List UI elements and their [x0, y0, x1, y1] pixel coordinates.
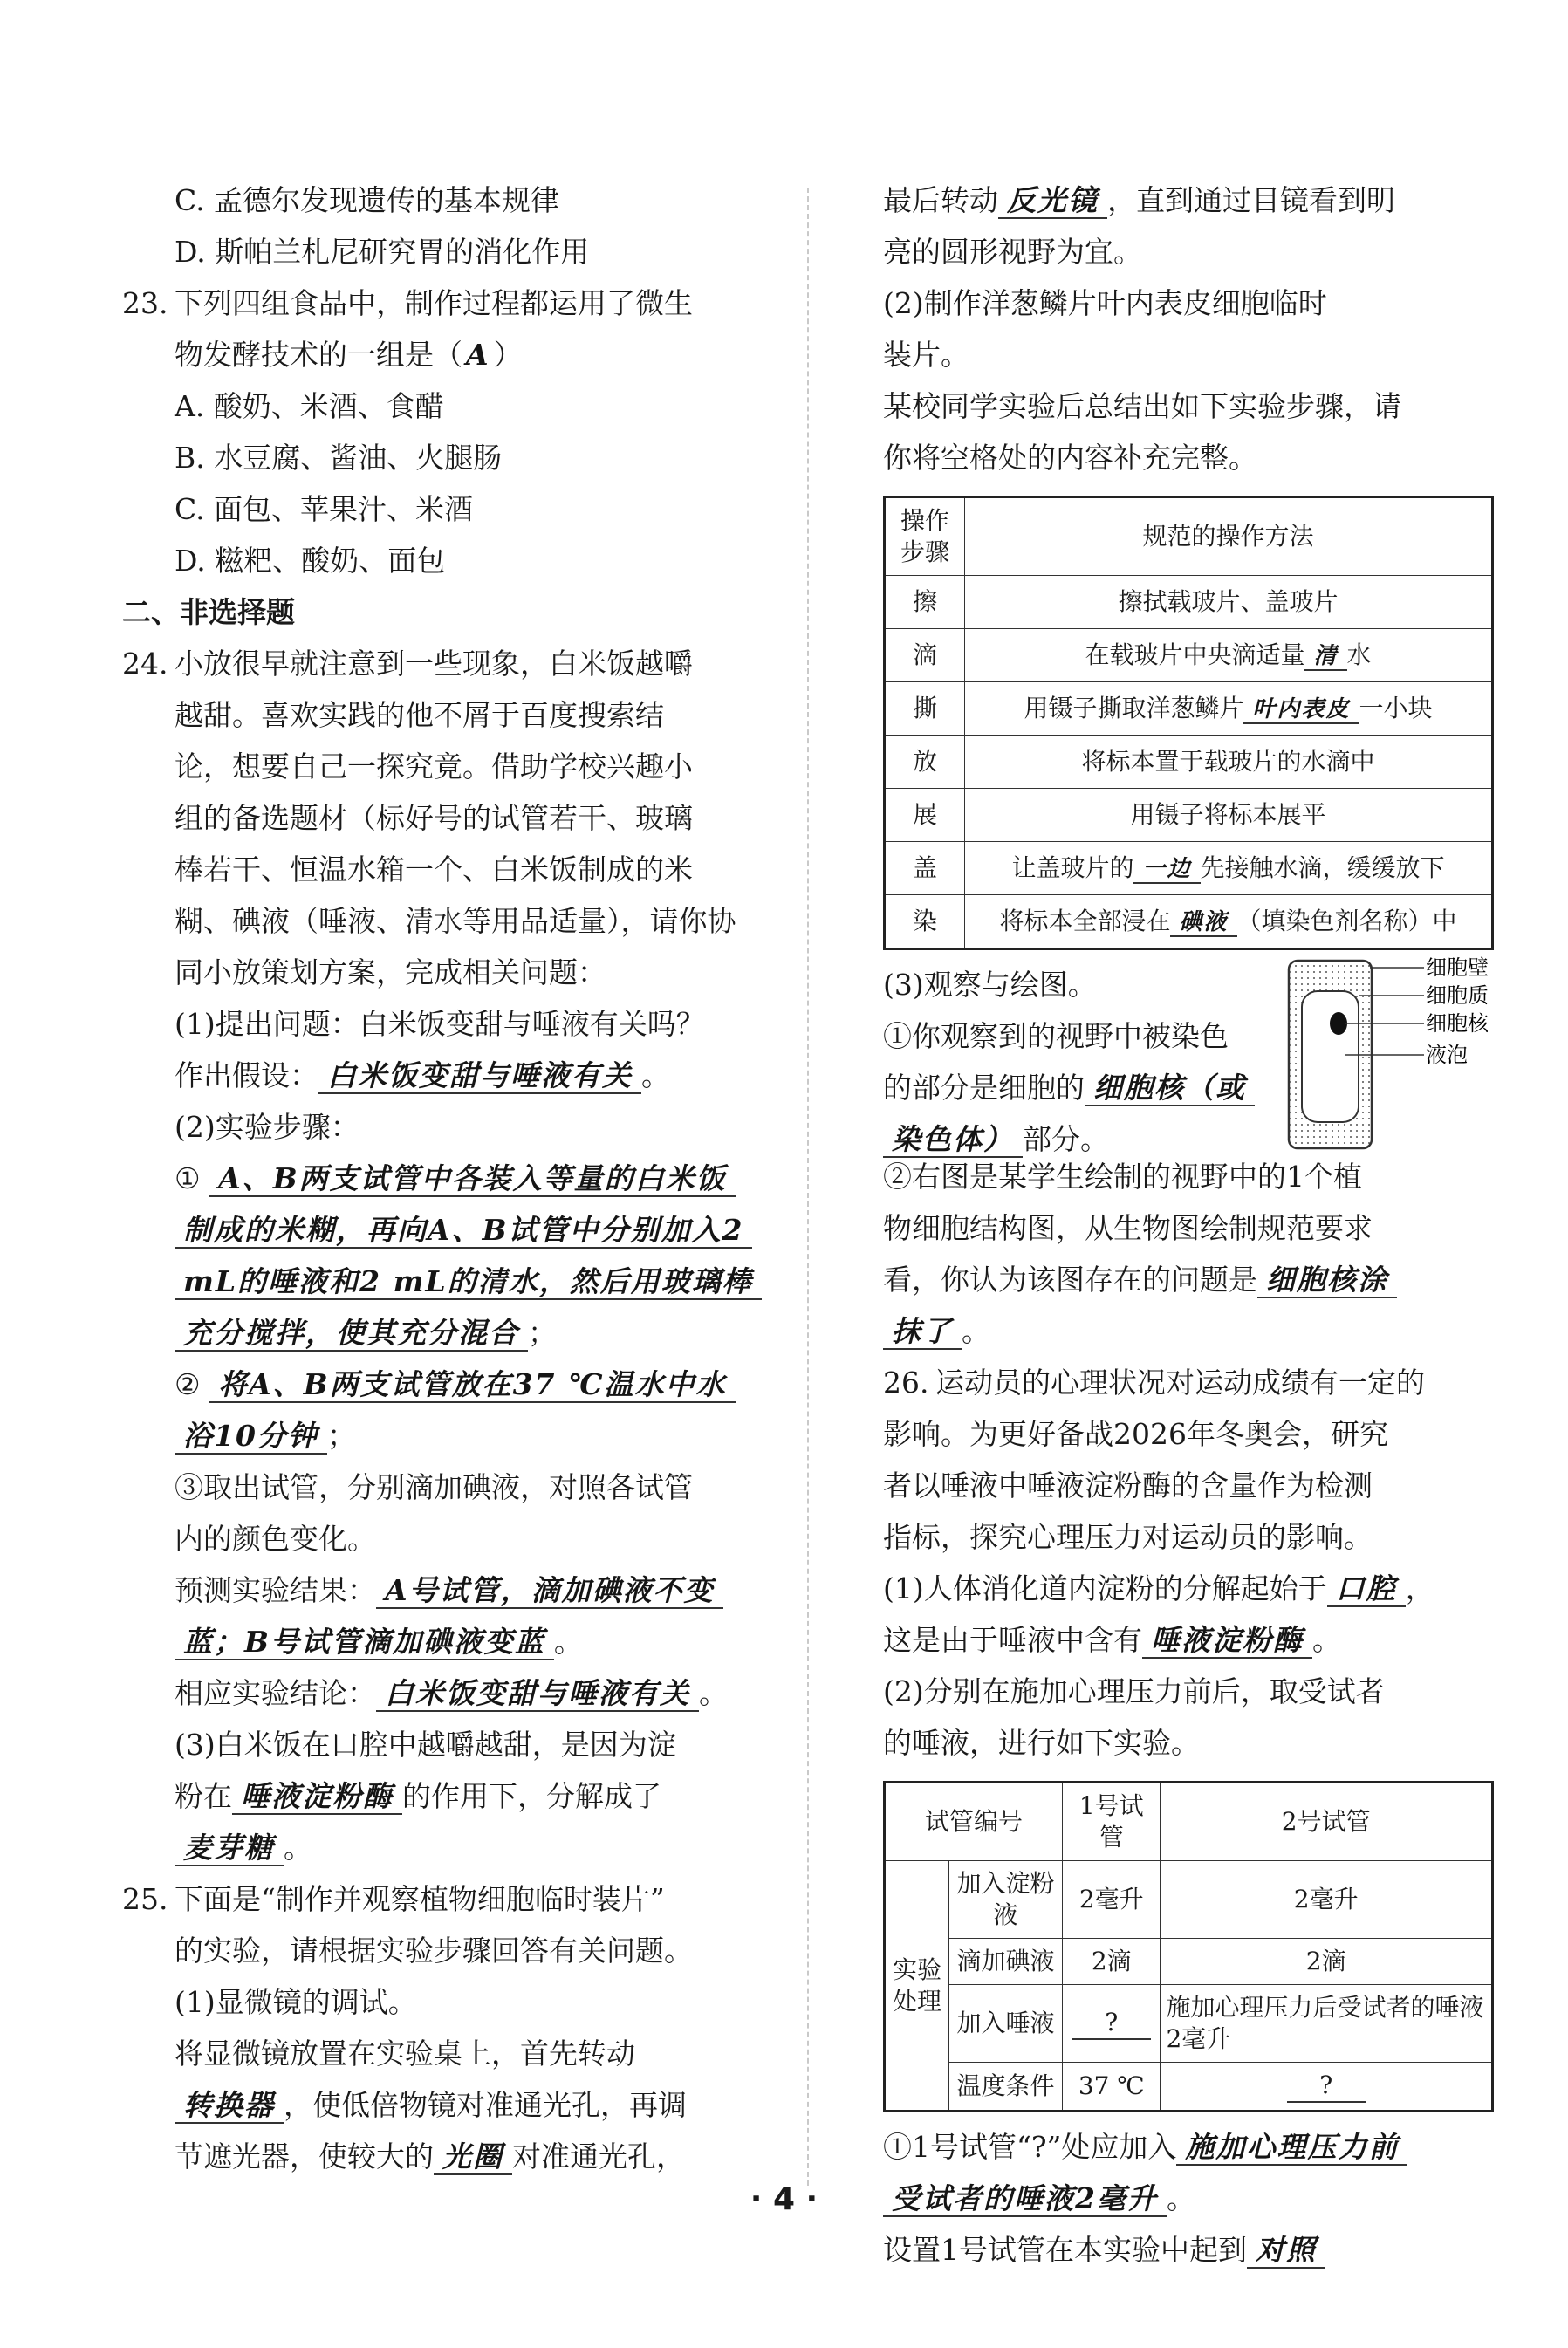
method-text: 将标本全部浸在 — [999, 906, 1171, 935]
q26-stem — [883, 1357, 1494, 1408]
tube2-value: 2毫升 — [1161, 1861, 1493, 1939]
q25-line2: 的实验，请根据实验步骤回答有关问题。 — [175, 1934, 693, 1968]
prediction-label: 预测实验结果： — [175, 1573, 376, 1607]
procedure-method — [965, 789, 1493, 842]
step1-answer-c: mL的唾液和2 mL的清水，然后用玻璃棒 — [175, 1264, 762, 1300]
part3-text-c: 的作用下，分解成了 — [402, 1779, 661, 1813]
procedure-method — [965, 842, 1493, 895]
q25-part1: (1)显微镜的调试。 — [175, 1985, 417, 2019]
step2-end: ； — [326, 1419, 356, 1453]
tube1-answer-a: 施加心理压力前 — [1176, 2130, 1407, 2166]
q24-hypothesis — [122, 1050, 772, 1101]
q24-part3-b — [122, 1770, 772, 1822]
p3-q2-a: ②右图是某学生绘制的视野中的1个植 — [883, 1160, 1362, 1194]
label-vacuole: 液泡 — [1426, 1043, 1468, 1067]
p3-q1-text: 的部分是细胞的 — [883, 1071, 1085, 1105]
q23-number: 23. — [122, 286, 168, 320]
stained-answer-b: 染色体） — [883, 1122, 1023, 1158]
tube2-value: 施加心理压力后受试者的唾液2毫升 — [1161, 1985, 1493, 2063]
q24-step2-a — [122, 1359, 772, 1410]
method-text: 用镊子撕取洋葱鳞片 — [1024, 693, 1244, 722]
q23-answer: A — [466, 338, 490, 372]
q25-part1-c — [122, 2131, 772, 2182]
tube1-answer-b: 受试者的唾液2毫升 — [883, 2181, 1167, 2217]
q24-line2: 越甜。喜欢实践的他不屑于百度搜索结 — [175, 698, 664, 732]
step1-end: ； — [528, 1316, 557, 1350]
r-line5: 某校同学实验后总结出如下实验步骤，请 — [883, 389, 1401, 423]
method-text: 在载玻片中央滴适量 — [1085, 640, 1305, 669]
q26-p1-text-b: 这是由于唾液中含有 — [883, 1623, 1142, 1657]
step1-answer-b: 制成的米糊，再向A、B试管中分别加入2 — [175, 1213, 752, 1249]
experiment-row — [885, 1985, 1493, 2063]
q24-step1-c — [122, 1256, 772, 1307]
tube1-value — [1063, 1985, 1161, 2063]
procedure-row — [885, 682, 1493, 736]
observation-block — [883, 955, 1494, 1156]
p3-heading: (3)观察与绘图。 — [883, 968, 1097, 1002]
hypothesis-answer: 白米饭变甜与唾液有关 — [318, 1058, 641, 1094]
q25-number: 25. — [122, 1882, 168, 1916]
label-cell-wall: 细胞壁 — [1426, 955, 1489, 980]
prediction-answer-a: A号试管，滴加碘液不变 — [376, 1573, 723, 1609]
r-line6: 你将空格处的内容补充完整。 — [883, 441, 1257, 475]
tube1-value: 2毫升 — [1063, 1861, 1161, 1939]
q26-part2-b: 的唾液，进行如下实验。 — [883, 1726, 1200, 1760]
p3-q2-end: 。 — [962, 1314, 990, 1348]
vacuole — [1302, 991, 1359, 1122]
p3-q2-text: 看，你认为该图存在的问题是 — [883, 1263, 1257, 1297]
row-label: 温度条件 — [949, 2063, 1063, 2112]
p3-q2-d — [883, 1305, 1494, 1357]
section-heading: 二、非选择题 — [122, 595, 295, 629]
experiment-row — [885, 1939, 1493, 1985]
q23-close: ） — [493, 338, 523, 372]
page-number: · 4 · — [750, 2181, 818, 2217]
q23-stem-line2 — [122, 329, 772, 380]
row-label: 加入唾液 — [949, 1985, 1063, 2063]
drawing-issue-answer-b: 抹了 — [883, 1314, 962, 1350]
right-column — [883, 175, 1494, 2276]
step1-number: ① — [175, 1161, 201, 1195]
q24-step1-a — [122, 1153, 772, 1204]
procedure-table — [883, 496, 1494, 950]
procedure-step: 盖 — [885, 842, 965, 895]
experiment-body — [885, 1861, 1493, 2112]
step1-answer-a: A、B两支试管中各装入等量的白米饭 — [209, 1161, 736, 1197]
header-method: 规范的操作方法 — [965, 497, 1493, 576]
p3-q1-end: 部分。 — [1023, 1122, 1109, 1156]
q24-part3-a: (3)白米饭在口腔中越嚼越甜，是因为淀 — [175, 1728, 676, 1762]
q25-part1-b — [122, 2079, 772, 2131]
procedure-step: 擦 — [885, 576, 965, 629]
mouth-answer: 口腔 — [1327, 1571, 1406, 1607]
procedure-step: 放 — [885, 736, 965, 789]
procedure-row — [885, 576, 1493, 629]
procedure-method — [965, 682, 1493, 736]
treatment-side-label: 实验处理 — [885, 1861, 949, 2112]
r1-text-a: 最后转动 — [883, 183, 998, 217]
hypothesis-label: 作出假设： — [175, 1058, 318, 1092]
p3-q2-b: 物细胞结构图，从生物图绘制规范要求 — [883, 1211, 1373, 1245]
procedure-method — [965, 895, 1493, 949]
blank-placeholder: ? — [1072, 2007, 1151, 2040]
procedure-row — [885, 789, 1493, 842]
q24-step1-b — [122, 1204, 772, 1256]
header-tube: 试管编号 — [885, 1783, 1063, 1861]
q26-line2: 影响。为更好备战2026年冬奥会，研究 — [883, 1417, 1388, 1451]
procedure-body — [885, 576, 1493, 949]
q25-line1: 下面是“制作并观察植物细胞临时装片” — [175, 1882, 665, 1916]
q26-part1-a — [883, 1563, 1494, 1614]
method-answer: 一边 — [1133, 856, 1200, 884]
method-text: 擦拭载玻片、盖玻片 — [1118, 587, 1339, 616]
q26-p1-end: 。 — [1312, 1623, 1341, 1657]
r-line2: 亮的圆形视野为宜。 — [883, 235, 1142, 269]
q24-part2: (2)实验步骤： — [175, 1110, 359, 1144]
method-answer: 清 — [1304, 643, 1346, 671]
column-divider — [807, 188, 809, 2186]
q23-option-d: D. 糍粑、酸奶、面包 — [175, 544, 446, 578]
procedure-method — [965, 629, 1493, 682]
procedure-step: 染 — [885, 895, 965, 949]
method-text: 将标本置于载玻片的水滴中 — [1081, 747, 1375, 776]
q26-line4: 指标，探究心理压力对运动员的影响。 — [883, 1520, 1373, 1554]
q26-a1-end: 。 — [1166, 2181, 1195, 2215]
part3-end: 。 — [284, 1831, 312, 1865]
q23-option-b: B. 水豆腐、酱油、火腿肠 — [175, 441, 503, 475]
experiment-row — [885, 1861, 1493, 1939]
q22-option-c: C. 孟德尔发现遗传的基本规律 — [175, 183, 560, 217]
q23-stem-text: 物发酵技术的一组是（ — [175, 338, 462, 372]
q23-option-c: C. 面包、苹果汁、米酒 — [175, 492, 474, 526]
q24-line1: 小放很早就注意到一些现象，白米饭越嚼 — [175, 647, 693, 681]
q24-prediction-a — [122, 1564, 772, 1616]
converter-answer: 转换器 — [175, 2088, 284, 2124]
q26-part2-a: (2)分别在施加心理压力前后，取受试者 — [883, 1674, 1385, 1708]
q24-step3-b: 内的颜色变化。 — [175, 1522, 376, 1556]
experiment-row — [885, 2063, 1493, 2112]
procedure-step: 展 — [885, 789, 965, 842]
q26-p1-comma: ， — [1405, 1571, 1434, 1605]
hypothesis-end: 。 — [641, 1058, 670, 1092]
q26-line3: 者以唾液中唾液淀粉酶的含量作为检测 — [883, 1468, 1373, 1503]
header-step: 操作步骤 — [885, 497, 965, 576]
tube1-value: 2滴 — [1063, 1939, 1161, 1985]
q24-part1: (1)提出问题：白米饭变甜与唾液有关吗？ — [175, 1007, 705, 1041]
stained-answer-a: 细胞核（或 — [1085, 1071, 1255, 1106]
method-answer: 叶内表皮 — [1243, 696, 1359, 724]
part3-answer2: 麦芽糖 — [175, 1831, 284, 1866]
conclusion-answer: 白米饭变甜与唾液有关 — [376, 1676, 699, 1712]
q24-step1-d — [122, 1307, 772, 1359]
q25-stem — [122, 1873, 772, 1925]
q24-stem — [122, 638, 772, 689]
q24-prediction-b — [122, 1616, 772, 1667]
part1-text-b: ，使低倍物镜对准通光孔，再调 — [284, 2088, 687, 2122]
q24-step2-b — [122, 1410, 772, 1462]
conclusion-label: 相应实验结论： — [175, 1676, 376, 1710]
procedure-row — [885, 629, 1493, 682]
procedure-method — [965, 576, 1493, 629]
q26-a1-text: ①1号试管“?”处应加入 — [883, 2130, 1177, 2164]
cell-nucleus — [1330, 1012, 1347, 1035]
q24-line7: 同小放策划方案，完成相关问题： — [175, 955, 606, 989]
prediction-answer-b: 蓝；B号试管滴加碘液变蓝 — [175, 1625, 554, 1660]
method-text-post: 一小块 — [1359, 693, 1433, 722]
r-line3: (2)制作洋葱鳞片叶内表皮细胞临时 — [883, 286, 1327, 320]
q26-part1-b — [883, 1614, 1494, 1666]
q22-option-d: D. 斯帕兰札尼研究胃的消化作用 — [175, 235, 590, 269]
q24-step3-a: ③取出试管，分别滴加碘液，对照各试管 — [175, 1470, 693, 1504]
r1-text-b: ，直到通过目镜看到明 — [1107, 183, 1395, 217]
procedure-row — [885, 895, 1493, 949]
control-answer: 对照 — [1247, 2233, 1325, 2269]
method-text: 让盖玻片的 — [1011, 852, 1134, 882]
q25-part1-a: 将显微镜放置在实验桌上，首先转动 — [175, 2037, 635, 2071]
tube1-value: 37 ℃ — [1063, 2063, 1161, 2112]
step1-answer-d: 充分搅拌，使其充分混合 — [175, 1316, 528, 1352]
procedure-row — [885, 842, 1493, 895]
experiment-table — [883, 1781, 1494, 2112]
step2-answer-a: 将A、B两支试管放在37 ℃温水中水 — [209, 1367, 735, 1403]
q26-number: 26. — [883, 1366, 929, 1400]
label-cytoplasm: 细胞质 — [1426, 983, 1489, 1008]
q24-conclusion — [122, 1667, 772, 1719]
q23-stem — [122, 277, 772, 329]
part3-answer1: 唾液淀粉酶 — [232, 1779, 402, 1815]
part1-text-c: 节遮光器，使较大的 — [175, 2139, 434, 2173]
method-text: 用镊子将标本展平 — [1130, 800, 1326, 829]
blank-placeholder: ? — [1287, 2070, 1366, 2103]
part3-text-b: 粉在 — [175, 1779, 232, 1813]
q26-a2-text: 设置1号试管在本实验中起到 — [883, 2233, 1247, 2267]
q24-number: 24. — [122, 647, 168, 681]
row-label: 滴加碘液 — [949, 1939, 1063, 1985]
procedure-row — [885, 736, 1493, 789]
step2-answer-b: 浴10分钟 — [175, 1419, 327, 1455]
conclusion-end: 。 — [699, 1676, 728, 1710]
q26-line1: 运动员的心理状况对运动成绩有一定的 — [935, 1366, 1425, 1400]
r-line1 — [883, 175, 1494, 226]
q24-part3-c — [122, 1822, 772, 1873]
drawing-issue-answer-a: 细胞核涂 — [1257, 1263, 1397, 1298]
q24-line6: 糊、碘液（唾液、清水等用品适量），请你协 — [175, 904, 736, 938]
p3-q1-a: ①你观察到的视野中被染色 — [883, 1019, 1229, 1053]
procedure-step: 滴 — [885, 629, 965, 682]
method-text-post: （填染色剂名称）中 — [1236, 906, 1457, 935]
row-label: 加入淀粉液 — [949, 1861, 1063, 1939]
q24-line5: 棒若干、恒温水箱一个、白米饭制成的米 — [175, 852, 693, 886]
amylase-answer: 唾液淀粉酶 — [1142, 1623, 1312, 1659]
experiment-header-row — [885, 1783, 1493, 1861]
p3-q2-c — [883, 1254, 1494, 1305]
mirror-answer: 反光镜 — [998, 183, 1107, 219]
procedure-method — [965, 736, 1493, 789]
method-text-post: 先接触水滴，缓缓放下 — [1200, 852, 1445, 882]
q23-option-a: A. 酸奶、米酒、食醋 — [175, 389, 444, 423]
q26-p1-text: (1)人体消化道内淀粉的分解起始于 — [883, 1571, 1327, 1605]
left-column — [122, 175, 772, 2182]
r-line4: 装片。 — [883, 338, 969, 372]
plant-cell-figure — [1276, 952, 1503, 1153]
q24-line4: 组的备选题材（标好号的试管若干、玻璃 — [175, 801, 693, 835]
procedure-step: 撕 — [885, 682, 965, 736]
method-text-post: 水 — [1346, 640, 1372, 669]
label-nucleus: 细胞核 — [1426, 1011, 1489, 1036]
q23-stem-line1: 下列四组食品中，制作过程都运用了微生 — [175, 286, 693, 320]
method-answer: 碘液 — [1170, 909, 1236, 937]
q26-a1-line1 — [883, 2121, 1494, 2173]
q26-a2-line — [883, 2224, 1494, 2276]
tube2-value: 2滴 — [1161, 1939, 1493, 1985]
aperture-answer: 光圈 — [434, 2139, 512, 2175]
part1-text-d: 对准通光孔， — [512, 2139, 685, 2173]
tube2-value — [1161, 2063, 1493, 2112]
header-tube2: 2号试管 — [1161, 1783, 1493, 1861]
q24-line3: 论，想要自己一探究竟。借助学校兴趣小 — [175, 750, 693, 784]
procedure-header-row — [885, 497, 1493, 576]
header-tube1: 1号试管 — [1063, 1783, 1161, 1861]
step2-number: ② — [175, 1367, 201, 1401]
prediction-end: 。 — [553, 1625, 583, 1659]
